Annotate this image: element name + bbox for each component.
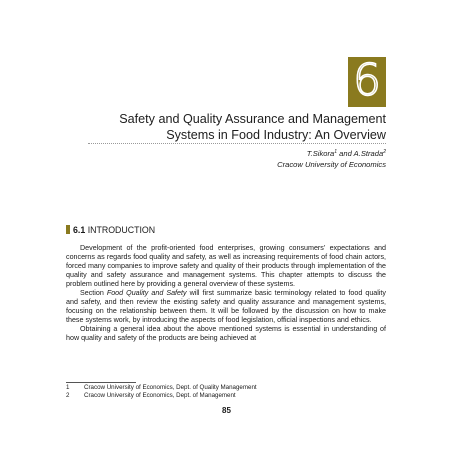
chapter-number-badge bbox=[348, 57, 386, 107]
footnotes bbox=[66, 384, 257, 400]
title-divider bbox=[88, 143, 386, 144]
footnote-2-number: 2 bbox=[66, 392, 70, 399]
footnote-1-number: 1 bbox=[66, 384, 70, 391]
footnote-2 bbox=[66, 392, 257, 400]
author-1-footnote-ref: 1 bbox=[334, 149, 338, 155]
chapter-title bbox=[20, 112, 386, 143]
paragraph-2-rest: will first summarize basic terminology related to food quality and safety, and then review the existing safety and quality assurance and management systems, focusing on the relationship between them. It will be followed by the discussion on how to make these systems work, by introducing the aspects of food legislation, official inspections and ethics. bbox=[66, 289, 386, 325]
section-marker-icon bbox=[66, 225, 70, 234]
author-conjunction: and bbox=[337, 149, 354, 158]
paragraph-3: Obtaining a general idea about the above mentioned systems is essential in understanding of how quality and safety of the products are being achieved at bbox=[66, 325, 386, 343]
footnote-2-text: Cracow University of Economics, Dept. of Management bbox=[84, 392, 236, 399]
page-number: 85 bbox=[222, 406, 231, 415]
footnote-1-text: Cracow University of Economics, Dept. of Quality Management bbox=[84, 384, 257, 391]
paragraph-2-start: Section bbox=[80, 289, 107, 298]
footnote-divider bbox=[66, 382, 136, 383]
authors-block bbox=[20, 147, 386, 171]
author-1: T.Sikora bbox=[306, 149, 335, 158]
chapter-title-line-1: Safety and Quality Assurance and Management bbox=[119, 112, 386, 126]
section-heading bbox=[66, 225, 155, 236]
author-2: A.Strada bbox=[353, 149, 384, 158]
author-affiliation: Cracow University of Economics bbox=[277, 159, 386, 169]
author-2-footnote-ref: 2 bbox=[383, 149, 386, 155]
author-line bbox=[20, 147, 386, 160]
chapter-title-line-2: Systems in Food Industry: An Overview bbox=[166, 127, 386, 142]
body-text bbox=[66, 244, 386, 344]
footnote-1 bbox=[66, 384, 257, 392]
paragraph-2 bbox=[66, 289, 386, 325]
chapter-number: 6 bbox=[353, 55, 381, 106]
section-number: 6.1 bbox=[73, 225, 86, 235]
paragraph-1: Development of the profit-oriented food enterprises, growing consumers’ expectations and concerns as regards food quality and safety, as well as increasing requirements of food chain actors, forced many companies to improve safety and quality of their products through implementation of the quality and safety assurance and management systems. This chapter attempts to discuss the problem outlined here by providing a general overview of these systems. bbox=[66, 244, 386, 289]
section-title: INTRODUCTION bbox=[87, 225, 156, 235]
section-reference: Food Quality and Safety bbox=[106, 289, 187, 298]
